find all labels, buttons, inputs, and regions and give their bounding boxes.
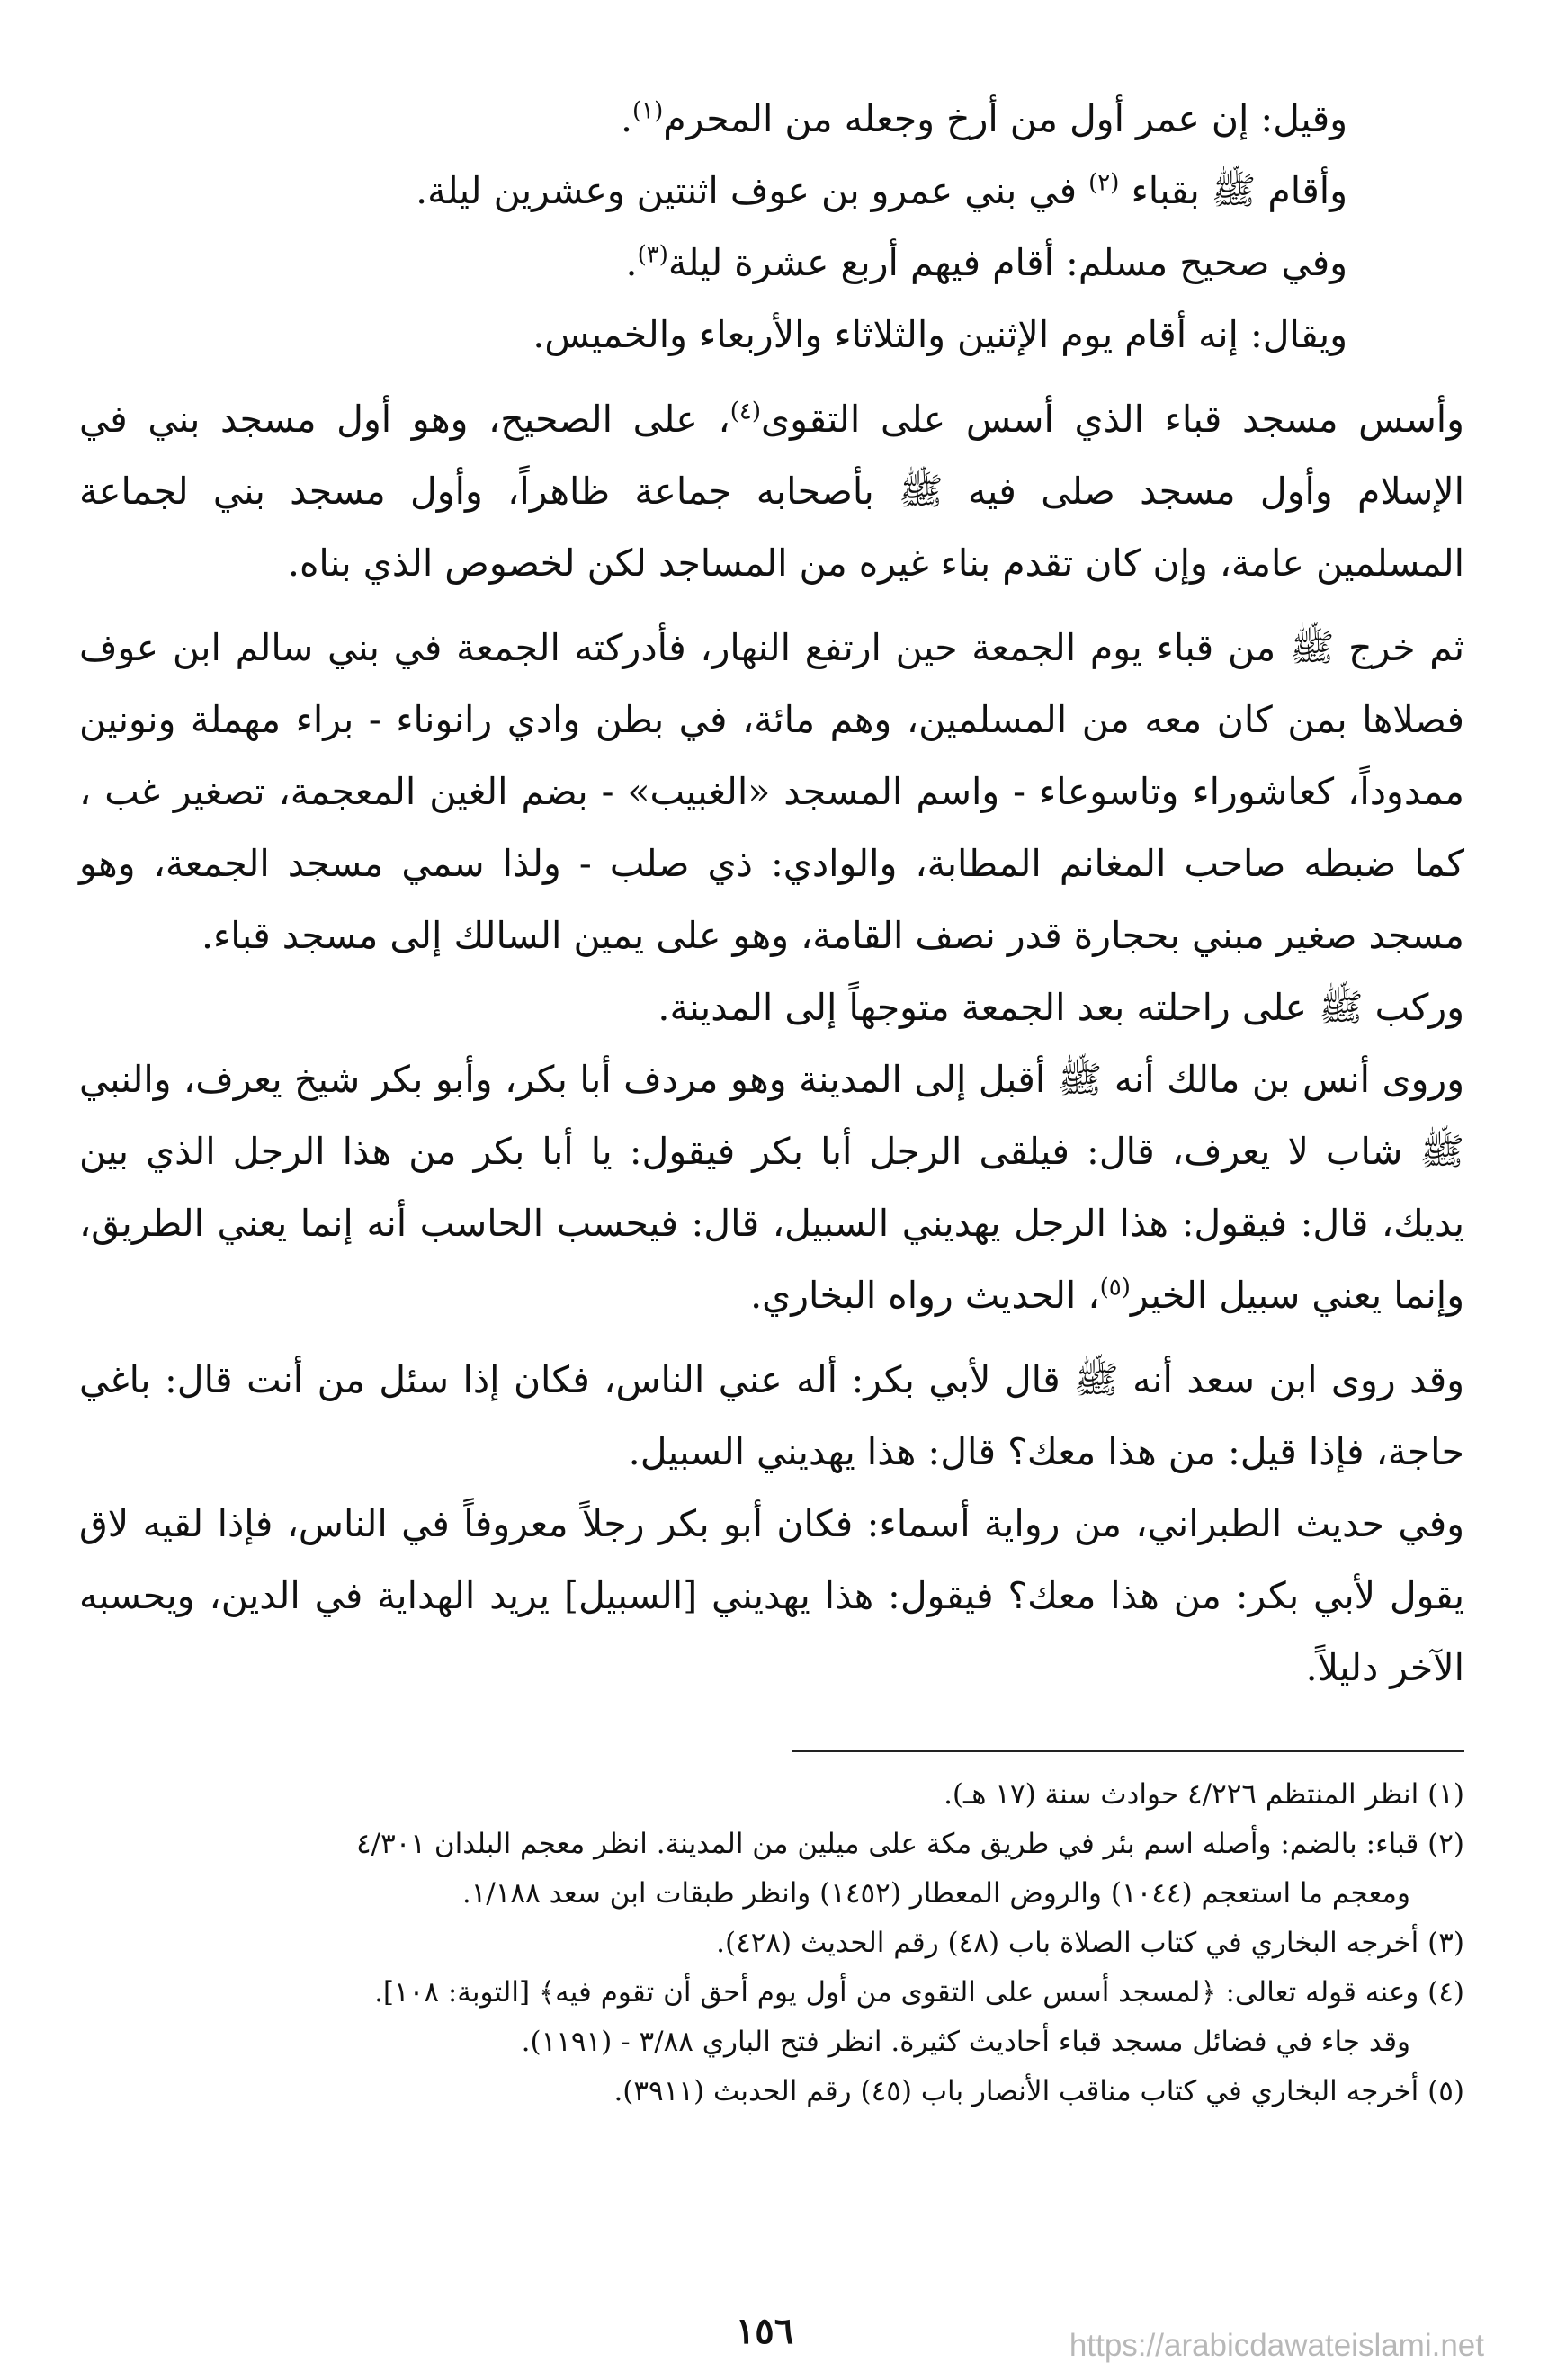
footnote-ref-4: (٤): [729, 398, 762, 425]
paragraph-2-end: في بني عمرو بن عوف اثنتين وعشرين ليلة.: [416, 169, 1078, 212]
paragraph-5-text: وأسس مسجد قباء الذي أسس على التقوى: [761, 398, 1464, 441]
footnote-ref-1: (١): [632, 97, 664, 125]
paragraph-8-end: ، الحديث رواه البخاري.: [750, 1274, 1100, 1317]
paragraph-9: وقد روى ابن سعد أنه ﷺ قال لأبي بكر: أله عني الناس، فكان إذا سئل من أنت قال: باغي حاجة، فإذا قيل: من هذا معك؟ قال: هذا يهديني السبيل.: [79, 1358, 1464, 1473]
paragraph-1-end: .: [620, 97, 633, 140]
paragraph-1: [79, 83, 1464, 155]
paragraph-3-end: .: [625, 241, 638, 284]
paragraph-4: ويقال: إنه أقام يوم الإثنين والثلاثاء والأربعاء والخميس.: [532, 313, 1347, 356]
footnote-4-continued: وقد جاء في فضائل مسجد قباء أحاديث كثيرة. انظر فتح الباري ٣/٨٨ - (١١٩١).: [521, 2026, 1410, 2058]
main-text: [79, 83, 1464, 1704]
footnote-2: (٢) قباء: بالضم: وأصله اسم بئر في طريق مكة على ميلين من المدينة. انظر معجم البلدان ٤/٣٠١: [355, 1828, 1464, 1860]
footnote-3: (٣) أخرجه البخاري في كتاب الصلاة باب (٤٨) رقم الحديث (٤٢٨).: [716, 1927, 1464, 1959]
watermark-url: https://arabicdawateislami.net: [1069, 2328, 1484, 2363]
footnote-ref-5: (٥): [1099, 1274, 1131, 1302]
footnote-2-continued: ومعجم ما استعجم (١٠٤٤) والروض المعطار (١٤٥٢) وانظر طبقات ابن سعد ١/١٨٨.: [461, 1877, 1410, 1910]
paragraph-3: [79, 227, 1464, 299]
paragraph-7: وركب ﷺ على راحلته بعد الجمعة متوجهاً إلى المدينة.: [658, 986, 1464, 1029]
footnote-ref-3: (٣): [637, 241, 668, 269]
paragraph-5-end: ، على الصحيح، وهو أول مسجد بني في الإسلام وأول مسجد صلى فيه ﷺ بأصحابه جماعة ظاهراً، وأول مسجد بني لجماعة المسلمين عامة، وإن كان تقدم بناء غيره من المساجد لكن لخصوص الذي بناه.: [79, 398, 1464, 585]
footnotes: [79, 1770, 1464, 2116]
paragraph-8-text: وروى أنس بن مالك أنه ﷺ أقبل إلى المدينة وهو مردف أبا بكر، وأبو بكر شيخ يعرف، والنبي ﷺ شاب لا يعرف، قال: فيلقى الرجل أبا بكر فيقول: يا أبا بكر من هذا الرجل الذي بين يديك، قال: فيقول: هذا الرجل يهديني السبيل، قال: فيحسب الحاسب أنه إنما يعني الطريق، وإنما يعني سبيل الخير: [79, 1058, 1464, 1317]
page-number: ١٥٦: [735, 2310, 794, 2352]
footnote-ref-2: (٢): [1088, 169, 1120, 197]
footnote-divider: [792, 1750, 1464, 1752]
paragraph-1-text: وقيل: إن عمر أول من أرخ وجعله من المحرم: [663, 97, 1347, 140]
paragraph-5: [79, 383, 1464, 599]
paragraph-6: ثم خرج ﷺ من قباء يوم الجمعة حين ارتفع النهار، فأدركته الجمعة في بني سالم ابن عوف فصلاها بمن كان معه من المسلمين، وهم مائة، في بطن وادي رانوناء - براء مهملة ونونين ممدوداً، كعاشوراء وتاسوعاء - واسم المسجد «الغبيب» - بضم الغين المعجمة، تصغير غب ، كما ضبطه صاحب المغانم المطابة، والوادي: ذي صلب - ولذا سمي مسجد الجمعة، وهو مسجد صغير مبني بحجارة قدر نصف القامة، وهو على يمين السالك إلى مسجد قباء.: [79, 626, 1464, 957]
footnote-1: (١) انظر المنتظم ٤/٢٢٦ حوادث سنة (١٧ هـ).: [944, 1778, 1464, 1811]
paragraph-8: [79, 1043, 1464, 1331]
footnote-4: (٤) وعنه قوله تعالى: ﴿لمسجد أسس على التقوى من أول يوم أحق أن تقوم فيه﴾ [التوبة: ١٠٨].: [374, 1976, 1464, 2009]
paragraph-2: [79, 155, 1464, 227]
paragraph-3-text: وفي صحيح مسلم: أقام فيهم أربع عشرة ليلة: [667, 241, 1347, 284]
footnote-5: (٥) أخرجه البخاري في كتاب مناقب الأنصار باب (٤٥) رقم الحدبث (٣٩١١).: [613, 2075, 1464, 2107]
paragraph-10: وفي حديث الطبراني، من رواية أسماء: فكان أبو بكر رجلاً معروفاً في الناس، فإذا لقيه لاق يقول لأبي بكر: من هذا معك؟ فيقول: هذا يهديني [السبيل] يريد الهداية في الدين، ويحسبه الآخر دليلاً.: [79, 1502, 1464, 1689]
paragraph-2-text: وأقام ﷺ بقباء: [1131, 169, 1347, 212]
